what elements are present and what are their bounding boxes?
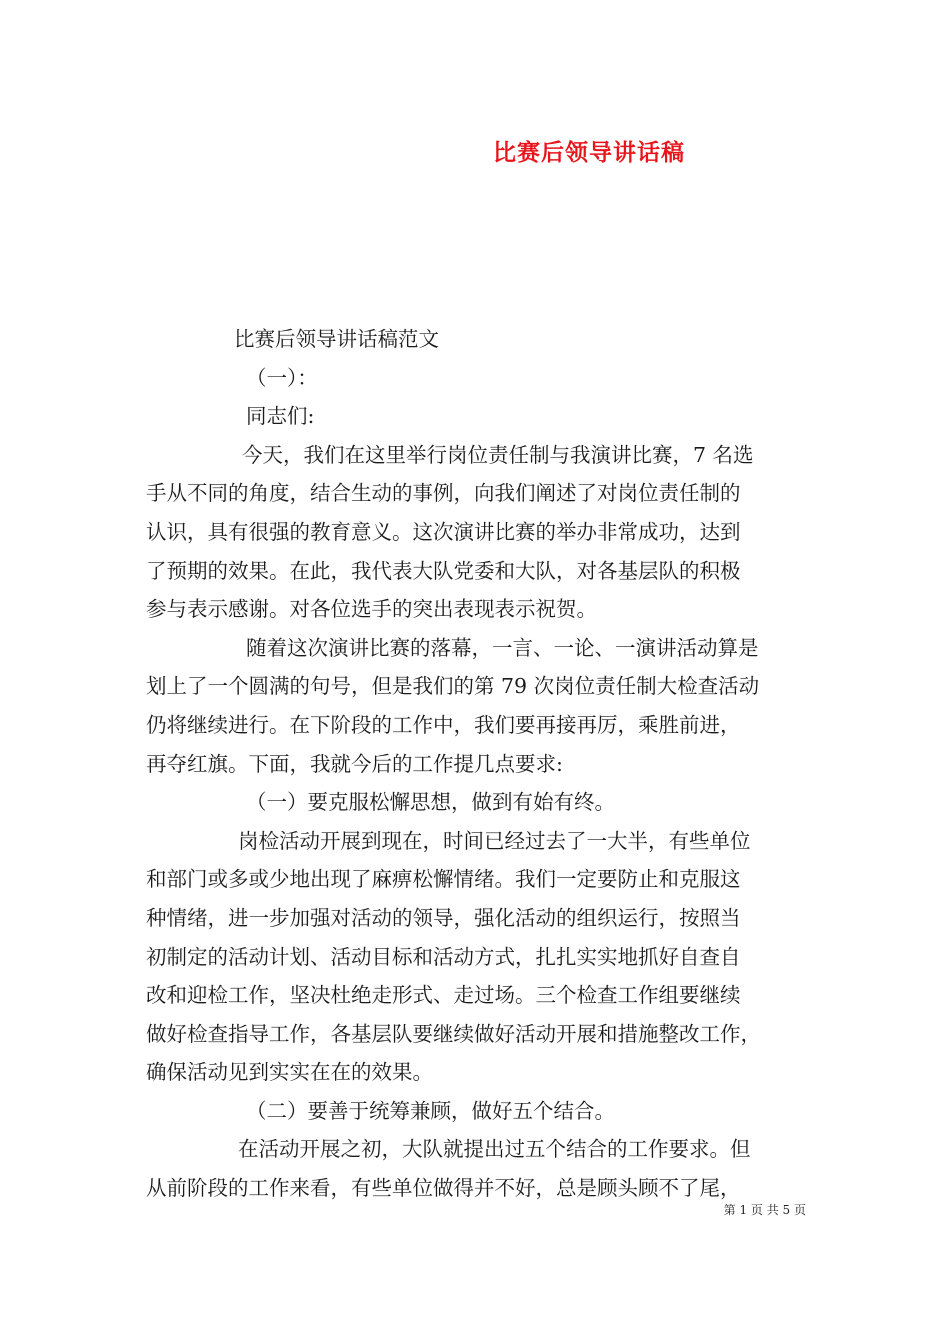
section-marker-line: （一）： [246, 365, 318, 390]
paragraph-line: 和部门或多或少地出现了麻痹松懈情绪。我们一定要防止和克服这 [146, 867, 741, 892]
paragraph-line: 随着这次演讲比赛的落幕，一言、一论、一演讲活动算是 [246, 635, 759, 660]
subtitle-line: 比赛后领导讲话稿范文 [234, 327, 439, 351]
paragraph-line: 岗检活动开展到现在，时间已经过去了一大半，有些单位 [238, 828, 751, 853]
paragraph-line: 划上了一个圆满的句号，但是我们的第 79 次岗位责任制大检查活动 [146, 674, 760, 699]
paragraph-line: 参与表示感谢。对各位选手的突出表现表示祝贺。 [146, 597, 597, 622]
paragraph-line: 认识，具有很强的教育意义。这次演讲比赛的举办非常成功，达到 [146, 519, 741, 544]
document-body [146, 320, 822, 1208]
salutation-line: 同志们: [246, 404, 315, 429]
paragraph-line: 从前阶段的工作来看，有些单位做得并不好，总是顾头顾不了尾， [146, 1176, 741, 1201]
paragraph-line: 确保活动见到实实在在的效果。 [146, 1060, 433, 1085]
paragraph-line: 再夺红旗。下面，我就今后的工作提几点要求: [146, 751, 563, 776]
paragraph-line: 手从不同的角度，结合生动的事例，向我们阐述了对岗位责任制的 [146, 481, 741, 506]
paragraph-line: 改和迎检工作，坚决杜绝走形式、走过场。三个检查工作组要继续 [146, 983, 741, 1008]
paragraph-line: 今天，我们在这里举行岗位责任制与我演讲比赛，7 名选 [242, 442, 754, 467]
paragraph-line: 初制定的活动计划、活动目标和活动方式，扎扎实实地抓好自查自 [146, 944, 741, 969]
paragraph-line: 仍将继续进行。在下阶段的工作中，我们要再接再厉，乘胜前进， [146, 712, 741, 737]
paragraph-line: 在活动开展之初，大队就提出过五个结合的工作要求。但 [238, 1137, 751, 1162]
paragraph-line: 种情绪，进一步加强对活动的领导，强化活动的组织运行，按照当 [146, 905, 741, 930]
page-number: 第 1 页 共 5 页 [723, 1203, 806, 1217]
heading-line: （一）要克服松懈思想，做到有始有终。 [246, 790, 615, 815]
heading-line: （二）要善于统筹兼顾，做好五个结合。 [246, 1098, 615, 1123]
paragraph-line: 做好检查指导工作，各基层队要继续做好活动开展和措施整改工作， [146, 1021, 761, 1046]
paragraph-line: 了预期的效果。在此，我代表大队党委和大队，对各基层队的积极 [146, 558, 741, 583]
document-title: 比赛后领导讲话稿 [493, 139, 685, 166]
